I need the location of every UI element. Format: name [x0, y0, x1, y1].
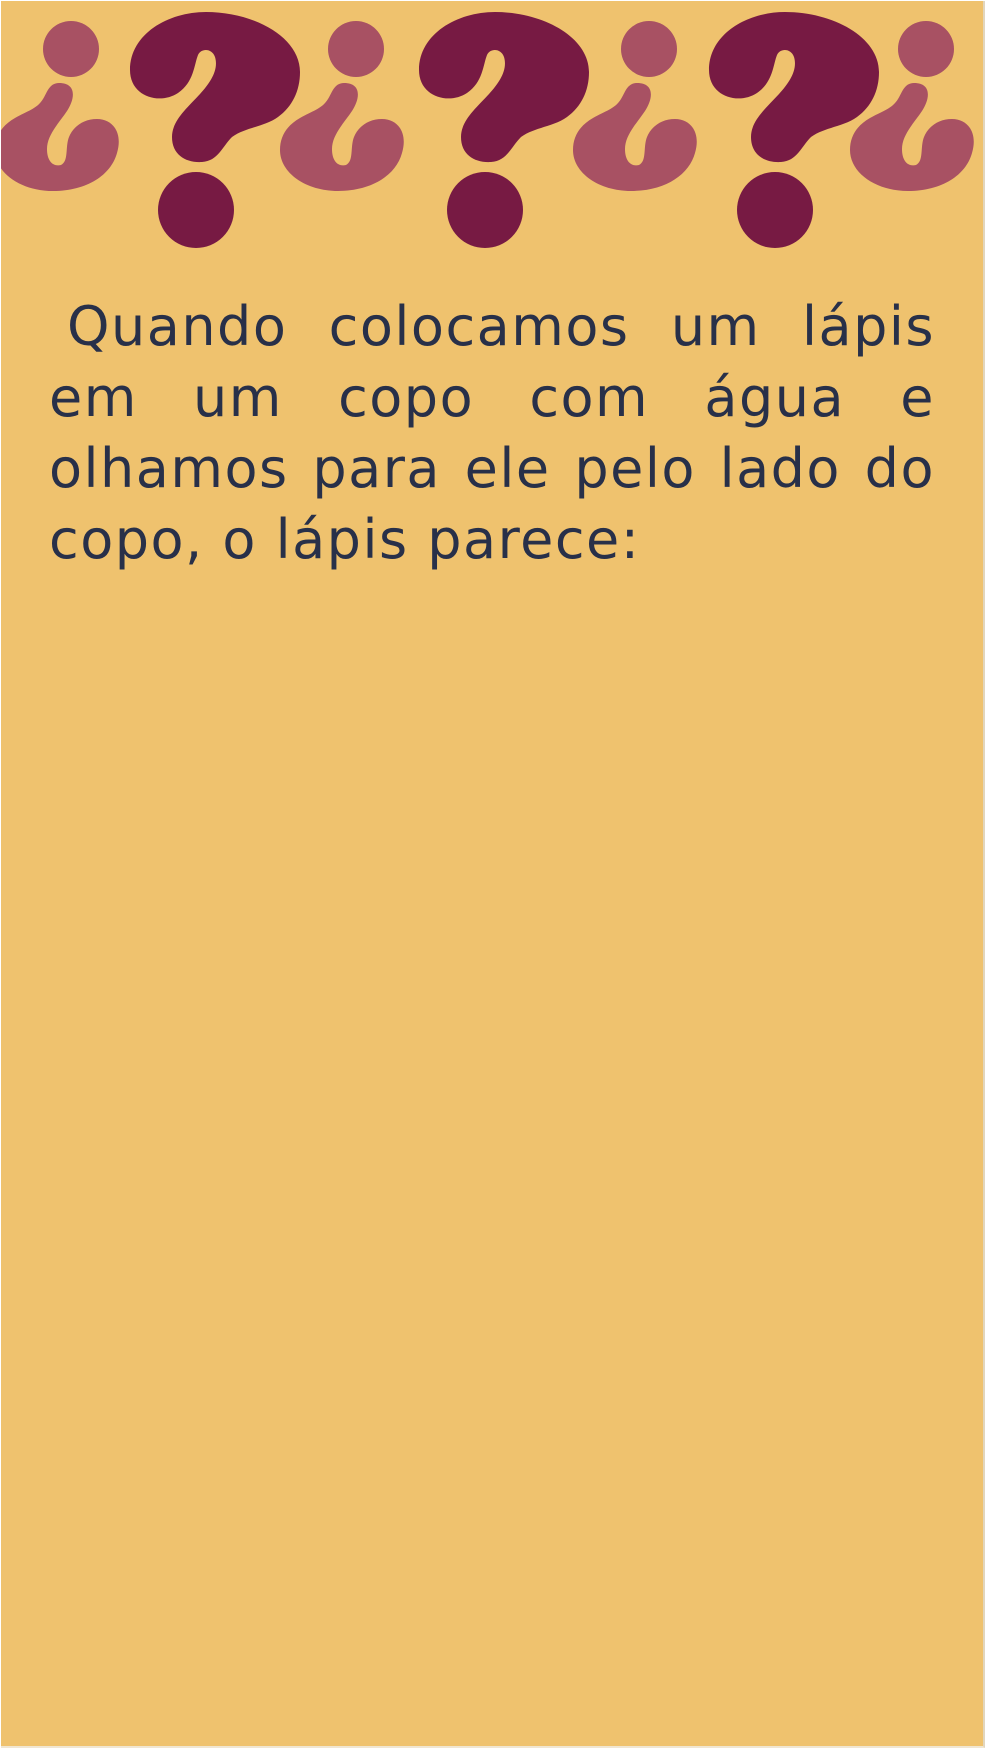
question-text: Quando colocamos um lápis em um copo com água e olhamos para ele pelo lado do copo, o lápis parece: [49, 295, 935, 571]
question-card [1, 1, 985, 1748]
inverted-question-mark-icon [280, 21, 404, 191]
question-marks-banner [1, 1, 985, 261]
question-mark-icon [709, 12, 879, 248]
question-mark-icon [130, 12, 300, 248]
question-mark-icon [419, 12, 589, 248]
inverted-question-mark-icon [1, 21, 119, 191]
inverted-question-mark-icon [573, 21, 697, 191]
